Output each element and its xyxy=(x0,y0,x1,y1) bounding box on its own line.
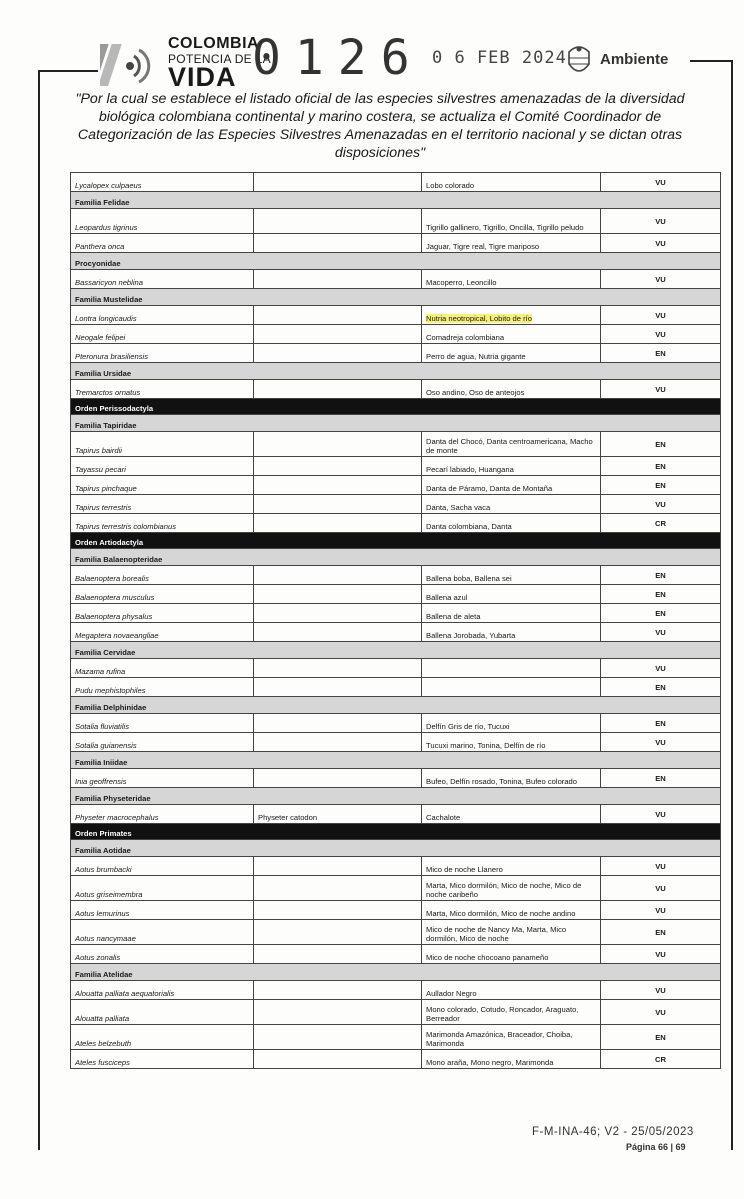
common-name-cell: Macoperro, Leoncillo xyxy=(422,270,601,289)
synonym-cell xyxy=(254,344,422,363)
species-row xyxy=(71,344,721,363)
scientific-name-cell: Pteronura brasiliensis xyxy=(71,344,254,363)
family-label: Familia Balaenopteridae xyxy=(71,549,721,566)
scientific-name-cell: Bassaricyon neblina xyxy=(71,270,254,289)
category-cell: EN xyxy=(601,432,721,457)
species-row xyxy=(71,945,721,964)
logo-line3: VIDA xyxy=(168,62,237,92)
species-table-body xyxy=(71,173,721,1069)
family-label: Familia Ursidae xyxy=(71,363,721,380)
synonym-cell xyxy=(254,981,422,1000)
common-name-cell: Mico de noche de Nancy Ma, Marta, Mico dormilón, Mico de noche xyxy=(422,920,601,945)
category-cell: VU xyxy=(601,306,721,325)
order-header-row xyxy=(71,533,721,549)
common-name-cell: Pecarí labiado, Huangana xyxy=(422,457,601,476)
scientific-name-cell: Aotus lemurinus xyxy=(71,901,254,920)
species-row xyxy=(71,1000,721,1025)
common-name-cell: Mono araña, Mono negro, Marimonda xyxy=(422,1050,601,1069)
scientific-name-cell: Aotus griseimembra xyxy=(71,876,254,901)
species-row xyxy=(71,495,721,514)
family-header-row xyxy=(71,415,721,432)
species-table xyxy=(70,172,721,1069)
synonym-cell xyxy=(254,945,422,964)
family-header-row xyxy=(71,752,721,769)
synonym-cell xyxy=(254,476,422,495)
family-header-row xyxy=(71,840,721,857)
scientific-name-cell: Neogale felipei xyxy=(71,325,254,344)
synonym-cell xyxy=(254,325,422,344)
scientific-name-cell: Ateles fusciceps xyxy=(71,1050,254,1069)
synonym-cell xyxy=(254,209,422,234)
synonym-cell xyxy=(254,514,422,533)
order-header-row xyxy=(71,399,721,415)
common-name-cell: Danta de Páramo, Danta de Montaña xyxy=(422,476,601,495)
frame-border xyxy=(731,60,733,1150)
resolution-number-stamp: 0126 xyxy=(252,30,424,86)
common-name-cell: Mono colorado, Cotudo, Roncador, Araguato, Berreador xyxy=(422,1000,601,1025)
family-header-row xyxy=(71,964,721,981)
family-header-row xyxy=(71,363,721,380)
order-label: Orden Primates xyxy=(71,824,721,840)
synonym-cell xyxy=(254,678,422,697)
common-name-cell: Bufeo, Delfín rosado, Tonina, Bufeo colorado xyxy=(422,769,601,788)
category-cell: VU xyxy=(601,209,721,234)
category-cell: VU xyxy=(601,857,721,876)
category-cell: VU xyxy=(601,659,721,678)
species-row xyxy=(71,380,721,399)
category-cell: VU xyxy=(601,901,721,920)
synonym-cell xyxy=(254,585,422,604)
species-row xyxy=(71,209,721,234)
document-header xyxy=(0,0,744,100)
synonym-cell xyxy=(254,432,422,457)
scientific-name-cell: Balaenoptera musculus xyxy=(71,585,254,604)
common-name-cell: Oso andino, Oso de anteojos xyxy=(422,380,601,399)
scientific-name-cell: Ateles belzebuth xyxy=(71,1025,254,1050)
synonym-cell xyxy=(254,234,422,253)
scientific-name-cell: Mazama rufina xyxy=(71,659,254,678)
common-name-cell: Ballena azul xyxy=(422,585,601,604)
species-row xyxy=(71,678,721,697)
category-cell: VU xyxy=(601,623,721,642)
category-cell: EN xyxy=(601,920,721,945)
synonym-cell: Physeter catodon xyxy=(254,805,422,824)
synonym-cell xyxy=(254,769,422,788)
common-name-cell xyxy=(422,678,601,697)
scientific-name-cell: Panthera onca xyxy=(71,234,254,253)
common-name-cell: Danta, Sacha vaca xyxy=(422,495,601,514)
scientific-name-cell: Aotus nancymaae xyxy=(71,920,254,945)
common-name-cell xyxy=(422,659,601,678)
synonym-cell xyxy=(254,457,422,476)
synonym-cell xyxy=(254,714,422,733)
resolution-title: "Por la cual se establece el listado oficial de las especies silvestres amenazadas de la diversidad biológica colombiana continental y marino costera, se actualiza el Comité Coordinador de Categorización de las Especies Silvestres Amenazadas en el territorio nacional y se dictan otras disposiciones" xyxy=(75,91,685,161)
family-header-row xyxy=(71,549,721,566)
family-header-row xyxy=(71,788,721,805)
frame-border xyxy=(38,70,40,1150)
synonym-cell xyxy=(254,306,422,325)
species-row xyxy=(71,306,721,325)
order-header-row xyxy=(71,824,721,840)
synonym-cell xyxy=(254,1025,422,1050)
species-row xyxy=(71,981,721,1000)
category-cell: VU xyxy=(601,270,721,289)
category-cell: CR xyxy=(601,514,721,533)
category-cell: EN xyxy=(601,769,721,788)
common-name-cell: Ballena boba, Ballena sei xyxy=(422,566,601,585)
synonym-cell xyxy=(254,270,422,289)
family-header-row xyxy=(71,289,721,306)
family-label: Familia Aotidae xyxy=(71,840,721,857)
synonym-cell xyxy=(254,604,422,623)
common-name-cell: Mico de noche Llanero xyxy=(422,857,601,876)
common-name-cell: Cachalote xyxy=(422,805,601,824)
common-name-cell xyxy=(422,306,601,325)
category-cell: EN xyxy=(601,1025,721,1050)
synonym-cell xyxy=(254,876,422,901)
species-row xyxy=(71,920,721,945)
family-header-row xyxy=(71,697,721,714)
category-cell: VU xyxy=(601,234,721,253)
species-row xyxy=(71,585,721,604)
logo-line2: POTENCIA DE LA xyxy=(168,52,271,66)
common-name-cell: Mico de noche chocoano panameño xyxy=(422,945,601,964)
category-cell: VU xyxy=(601,495,721,514)
document-code: F-M-INA-46; V2 - 25/05/2023 xyxy=(532,1126,694,1138)
family-label: Familia Delphinidae xyxy=(71,697,721,714)
common-name-cell: Ballena de aleta xyxy=(422,604,601,623)
coat-of-arms-icon xyxy=(563,44,595,78)
species-row xyxy=(71,805,721,824)
scientific-name-cell: Aotus zonalis xyxy=(71,945,254,964)
category-cell: VU xyxy=(601,945,721,964)
common-name-cell: Aullador Negro xyxy=(422,981,601,1000)
common-name-cell: Danta del Chocó, Danta centroamericana, Macho de monte xyxy=(422,432,601,457)
species-row xyxy=(71,876,721,901)
category-cell: VU xyxy=(601,173,721,192)
synonym-cell xyxy=(254,901,422,920)
scientific-name-cell: Physeter macrocephalus xyxy=(71,805,254,824)
ministry-name: Ambiente xyxy=(600,51,669,68)
synonym-cell xyxy=(254,623,422,642)
synonym-cell xyxy=(254,857,422,876)
family-label: Familia Mustelidae xyxy=(71,289,721,306)
family-label: Familia Tapiridae xyxy=(71,415,721,432)
species-row xyxy=(71,457,721,476)
common-name-cell: Comadreja colombiana xyxy=(422,325,601,344)
category-cell: VU xyxy=(601,733,721,752)
category-cell: VU xyxy=(601,805,721,824)
species-row xyxy=(71,173,721,192)
common-name-cell: Lobo colorado xyxy=(422,173,601,192)
scientific-name-cell: Sotalia fluviatilis xyxy=(71,714,254,733)
family-label: Familia Cervidae xyxy=(71,642,721,659)
scientific-name-cell: Tapirus pinchaque xyxy=(71,476,254,495)
common-name-cell: Delfín Gris de río, Tucuxi xyxy=(422,714,601,733)
scientific-name-cell: Lycalopex culpaeus xyxy=(71,173,254,192)
scientific-name-cell: Alouatta palliata xyxy=(71,1000,254,1025)
synonym-cell xyxy=(254,566,422,585)
category-cell: EN xyxy=(601,714,721,733)
family-header-row xyxy=(71,253,721,270)
species-row xyxy=(71,1050,721,1069)
family-label: Familia Physeteridae xyxy=(71,788,721,805)
scientific-name-cell: Leopardus tigrinus xyxy=(71,209,254,234)
scientific-name-cell: Tremarctos ornatus xyxy=(71,380,254,399)
species-row xyxy=(71,623,721,642)
species-row xyxy=(71,659,721,678)
scientific-name-cell: Balaenoptera physalus xyxy=(71,604,254,623)
category-cell: EN xyxy=(601,476,721,495)
colombia-logo-icon xyxy=(100,40,158,90)
category-cell: EN xyxy=(601,585,721,604)
order-label: Orden Artiodactyla xyxy=(71,533,721,549)
common-name-cell: Tucuxi marino, Tonina, Delfín de río xyxy=(422,733,601,752)
category-cell: VU xyxy=(601,380,721,399)
species-row xyxy=(71,1025,721,1050)
common-name-cell: Jaguar, Tigre real, Tigre mariposo xyxy=(422,234,601,253)
species-row xyxy=(71,234,721,253)
synonym-cell xyxy=(254,733,422,752)
species-row xyxy=(71,270,721,289)
synonym-cell xyxy=(254,920,422,945)
highlighted-text: Nutria neotropical, Lobito de río xyxy=(426,314,532,323)
common-name-cell: Tigrillo gallinero, Tigrillo, Oncilla, Tigrillo peludo xyxy=(422,209,601,234)
resolution-date-stamp: 0 6 FEB 2024 xyxy=(432,48,567,68)
category-cell: EN xyxy=(601,457,721,476)
species-row xyxy=(71,604,721,623)
category-cell: EN xyxy=(601,604,721,623)
species-row xyxy=(71,733,721,752)
synonym-cell xyxy=(254,173,422,192)
synonym-cell xyxy=(254,1000,422,1025)
species-row xyxy=(71,857,721,876)
category-cell: VU xyxy=(601,1000,721,1025)
scientific-name-cell: Megaptera novaeangliae xyxy=(71,623,254,642)
scientific-name-cell: Lontra longicaudis xyxy=(71,306,254,325)
family-label: Familia Iniidae xyxy=(71,752,721,769)
family-label: Familia Felidae xyxy=(71,192,721,209)
species-row xyxy=(71,714,721,733)
family-label: Familia Atelidae xyxy=(71,964,721,981)
category-cell: VU xyxy=(601,876,721,901)
synonym-cell xyxy=(254,1050,422,1069)
category-cell: CR xyxy=(601,1050,721,1069)
family-header-row xyxy=(71,192,721,209)
scientific-name-cell: Sotalia guianensis xyxy=(71,733,254,752)
common-name-cell: Perro de agua, Nutria gigante xyxy=(422,344,601,363)
species-row xyxy=(71,901,721,920)
frame-border xyxy=(690,60,732,62)
common-name-cell: Ballena Jorobada, Yubarta xyxy=(422,623,601,642)
common-name-cell: Danta colombiana, Danta xyxy=(422,514,601,533)
scientific-name-cell: Pudu mephistophiles xyxy=(71,678,254,697)
scientific-name-cell: Balaenoptera borealis xyxy=(71,566,254,585)
scientific-name-cell: Tapirus bairdii xyxy=(71,432,254,457)
category-cell: VU xyxy=(601,981,721,1000)
family-header-row xyxy=(71,642,721,659)
species-row xyxy=(71,432,721,457)
synonym-cell xyxy=(254,380,422,399)
family-label: Procyonidae xyxy=(71,253,721,270)
category-cell: EN xyxy=(601,566,721,585)
species-row xyxy=(71,325,721,344)
category-cell: EN xyxy=(601,344,721,363)
logo-line1: COLOMBIA xyxy=(168,35,260,52)
species-row xyxy=(71,514,721,533)
species-row xyxy=(71,566,721,585)
synonym-cell xyxy=(254,659,422,678)
scientific-name-cell: Tayassu pecari xyxy=(71,457,254,476)
order-label: Orden Perissodactyla xyxy=(71,399,721,415)
common-name-cell: Marta, Mico dormilón, Mico de noche andino xyxy=(422,901,601,920)
species-row xyxy=(71,476,721,495)
scientific-name-cell: Aotus brumbacki xyxy=(71,857,254,876)
species-row xyxy=(71,769,721,788)
common-name-cell: Marimonda Amazónica, Braceador, Choiba, Marimonda xyxy=(422,1025,601,1050)
scientific-name-cell: Tapirus terrestris colombianus xyxy=(71,514,254,533)
category-cell: VU xyxy=(601,325,721,344)
page-number: Página 66 | 69 xyxy=(626,1142,686,1152)
synonym-cell xyxy=(254,495,422,514)
scientific-name-cell: Tapirus terrestris xyxy=(71,495,254,514)
category-cell: EN xyxy=(601,678,721,697)
scientific-name-cell: Inia geoffrensis xyxy=(71,769,254,788)
scientific-name-cell: Alouatta palliata aequatorialis xyxy=(71,981,254,1000)
frame-border xyxy=(38,70,98,72)
common-name-cell: Marta, Mico dormilón, Mico de noche, Mico de noche caribeño xyxy=(422,876,601,901)
